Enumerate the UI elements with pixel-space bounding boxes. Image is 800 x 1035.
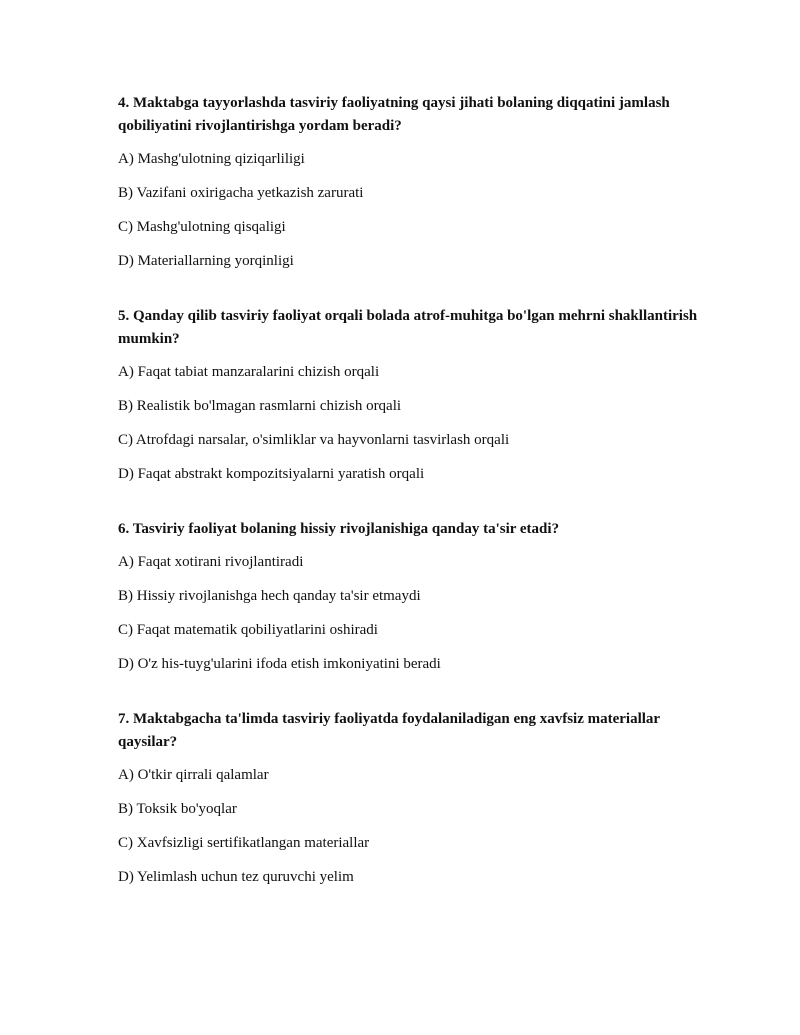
question-text: 7. Maktabgacha ta'limda tasviriy faoliyatda foydalaniladigan eng xavfsiz materiallar qaysilar? — [118, 711, 660, 750]
answer-option-b: B) Vazifani oxirigacha yetkazish zarurati — [118, 185, 364, 201]
document-page — [118, 92, 718, 921]
answer-option-c: C) Faqat matematik qobiliyatlarini oshiradi — [118, 622, 378, 638]
answer-option-c: C) Mashg'ulotning qisqaligi — [118, 219, 286, 235]
question-6 — [118, 518, 718, 674]
answer-option-d: D) Materiallarning yorqinligi — [118, 253, 294, 269]
answer-option-c: C) Xavfsizligi sertifikatlangan materiallar — [118, 835, 370, 851]
question-4 — [118, 92, 718, 271]
answer-option-a: A) Mashg'ulotning qiziqarliligi — [118, 151, 305, 167]
question-text: 5. Qanday qilib tasviriy faoliyat orqali bolada atrof-muhitga bo'lgan mehrni shakllantirish mumkin? — [118, 308, 698, 347]
answer-option-b: B) Realistik bo'lmagan rasmlarni chizish orqali — [118, 398, 402, 414]
answer-option-c: C) Atrofdagi narsalar, o'simliklar va hayvonlarni tasvirlash orqali — [118, 432, 510, 448]
answer-option-d: D) O'z his-tuyg'ularini ifoda etish imkoniyatini beradi — [118, 656, 441, 672]
answer-option-a: A) Faqat tabiat manzaralarini chizish orqali — [118, 364, 380, 380]
question-7 — [118, 708, 718, 887]
answer-option-b: B) Toksik bo'yoqlar — [118, 801, 237, 817]
answer-option-a: A) Faqat xotirani rivojlantiradi — [118, 554, 304, 570]
answer-option-a: A) O'tkir qirrali qalamlar — [118, 767, 269, 783]
answer-option-d: D) Yelimlash uchun tez quruvchi yelim — [118, 869, 354, 885]
question-text: 4. Maktabga tayyorlashda tasviriy faoliyatning qaysi jihati bolaning diqqatini jamlash qobiliyatini rivojlantirishga yordam beradi? — [118, 95, 670, 134]
question-5 — [118, 305, 718, 484]
answer-option-d: D) Faqat abstrakt kompozitsiyalarni yaratish orqali — [118, 466, 425, 482]
answer-option-b: B) Hissiy rivojlanishga hech qanday ta'sir etmaydi — [118, 588, 421, 604]
question-text: 6. Tasviriy faoliyat bolaning hissiy rivojlanishiga qanday ta'sir etadi? — [118, 521, 560, 537]
